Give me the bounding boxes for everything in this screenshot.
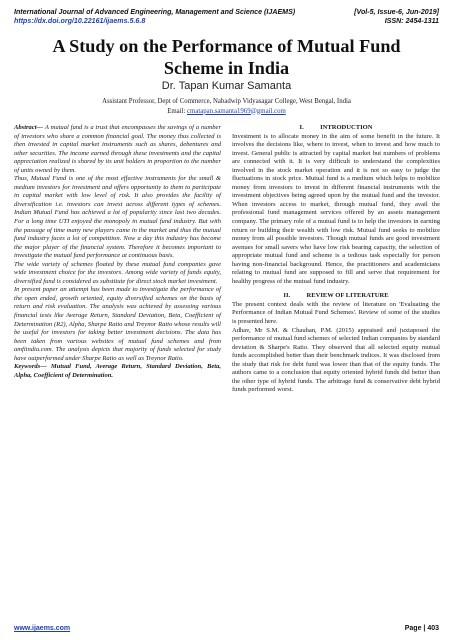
abstract-column <box>14 124 221 380</box>
affiliation: Assistant Professor, Dept of Commerce, Nabadwip Vidyasagar College, West Bengal, India <box>102 98 351 105</box>
page-footer <box>14 625 439 632</box>
affiliation-block <box>0 97 453 116</box>
intro-heading: I. INTRODUCTION <box>299 124 373 131</box>
keywords <box>14 363 221 380</box>
issn: ISSN: 2454-1311 <box>384 17 439 26</box>
body-column <box>232 124 440 395</box>
abstract-paragraph <box>14 124 221 175</box>
journal-header <box>14 8 439 27</box>
paper-title <box>20 35 433 79</box>
abstract-paragraph-3: The wide variety of schemes floated by these mutual fund companies gave wide investment choice for the investors. Among wide variety of funds equity, diversified fund is considered as substitute for direct stock market investment. <box>14 260 221 285</box>
abstract-text: A mutual fund is a trust that encompasses the savings of a number of investors who share a common financial goal. The money thus collected is then invested in capital market instruments such as shares, debentures and other securities. The income earned through these investments and the capital appreciation realized is shared by its unit holders in proportion to the number of units owned by them. <box>14 124 221 174</box>
review-paragraph-2: Adhav, Mr S.M. & Chauhan, P.M. (2015) appraised and juxtaposed the performance of mutual fund schemes of selected Indian companies by standard deviation & Sharpe's Ratio. They observed that all selected equity mutual funds accomplished better than their benchmark indices. It was disclosed from the study that risk for debt fund was lower than that of the equity funds. The authors came to a conclusion that equity oriented hybrid funds did better than the other type of hybrid funds. The arbitrage fund & conservative debt hybrid funds performed worst. <box>232 326 440 394</box>
volume-info: [Vol-5, Issue-6, Jun-2019] <box>354 8 439 16</box>
doi-link[interactable]: https://dx.doi.org/10.22161/ijaems.5.6.8 <box>14 17 146 26</box>
email-label: Email: <box>167 107 186 115</box>
review-paragraph-1: The present context deals with the review of literature on 'Evaluating the Performance of Indian Mutual Fund Schemes'. Review of some of the studies is presented here. <box>232 300 440 326</box>
title-line-2: Scheme in India <box>163 58 290 78</box>
abstract-paragraph-2: Thus, Mutual Fund is one of the most effective instruments for the small & medium investors for investment and offers opportunity to them to participate in capital market with low level of risk. It also provides the facility of diversification i.e. investors can invest across different types of schemes. Indian Mutual Fund has achieved a lot of popularity since last two decades. For a long time UTI enjoyed the monopoly in mutual fund industry. But with the passage of time many new players came in the market and thus the mutual fund industry faces a lot of competition. Now a day this industry has become the major player of the financial system. Therefore it becomes important to investigate the mutual fund performance at continuous basis. <box>14 175 221 260</box>
author-name: Dr. Tapan Kumar Samanta <box>161 80 292 92</box>
abstract-label: Abstract— <box>14 124 44 131</box>
email-line <box>0 107 453 117</box>
journal-website-link[interactable]: www.ijaems.com <box>14 625 71 632</box>
abstract-paragraph-4: In present paper an attempt has been made to investigate the performance of the open ended, growth oriented, equity diversified schemes on the basis of return and risk evaluation. The analysis was achieved by assessing various financial tests like Average Return, Standard Deviation, Beta, Coefficient of Determination (R2), Alpha, Sharpe Ratio and Treynor Ratio whose results will be useful for investors for taking better investment decisions. The data has been taken from various websites of mutual fund schemes and from amfiindia.com. The analysis depicts that majority of funds selected for study have outperformed under Sharpe Ratio as well as Treynor Ratio. <box>14 286 221 362</box>
review-heading: II. REVIEW OF LITERATURE <box>283 292 389 300</box>
keywords-text: Mutual Fund, Average Return, Standard Deviation, Beta, Alpha, Coefficient of Determination. <box>14 363 221 379</box>
keywords-label: Keywords— <box>14 363 47 371</box>
journal-name: International Journal of Advanced Engineering, Management and Science (IJAEMS) <box>14 8 296 16</box>
title-line-1: A Study on the Performance of Mutual Fund <box>52 36 401 56</box>
page-number: Page | 403 <box>404 625 439 632</box>
email-link[interactable]: cmatapan.samanta1969@gmail.com <box>187 107 286 115</box>
intro-text: Investment is to allocate money in the aim of some benefit in the future. It involves the decisions like, where to invest, when to invest and how much to invest. General public is attracted by capital market but numbers of problems are connected with it. It is very difficult to understand the complexities involved in the stock market operation and it is not so easy to judge the fluctuations in stock price. Mutual fund is a medium which helps to mobilize money from investors to invest in different financial instruments with the investment objectives being agreed upon by the mutual fund and the investor. When investors access to market, through mutual fund, they avail the professional fund management services offered by an assets management company. The primary role of a mutual fund is to help the investors in earning return or building their wealth with low risk. Mutual fund seeks to mobilize money from all possible investors. Though mutual funds are good investment avenues for small savers who have low risk bearing capacity, the selection of appropriate mutual fund and scheme is a tedious task especially for person having non-financial background. Hence, the practitioners and academicians relating to mutual fund are supposed to fill and serve that requirement for healthy progress of the mutual fund industry. <box>232 132 440 285</box>
